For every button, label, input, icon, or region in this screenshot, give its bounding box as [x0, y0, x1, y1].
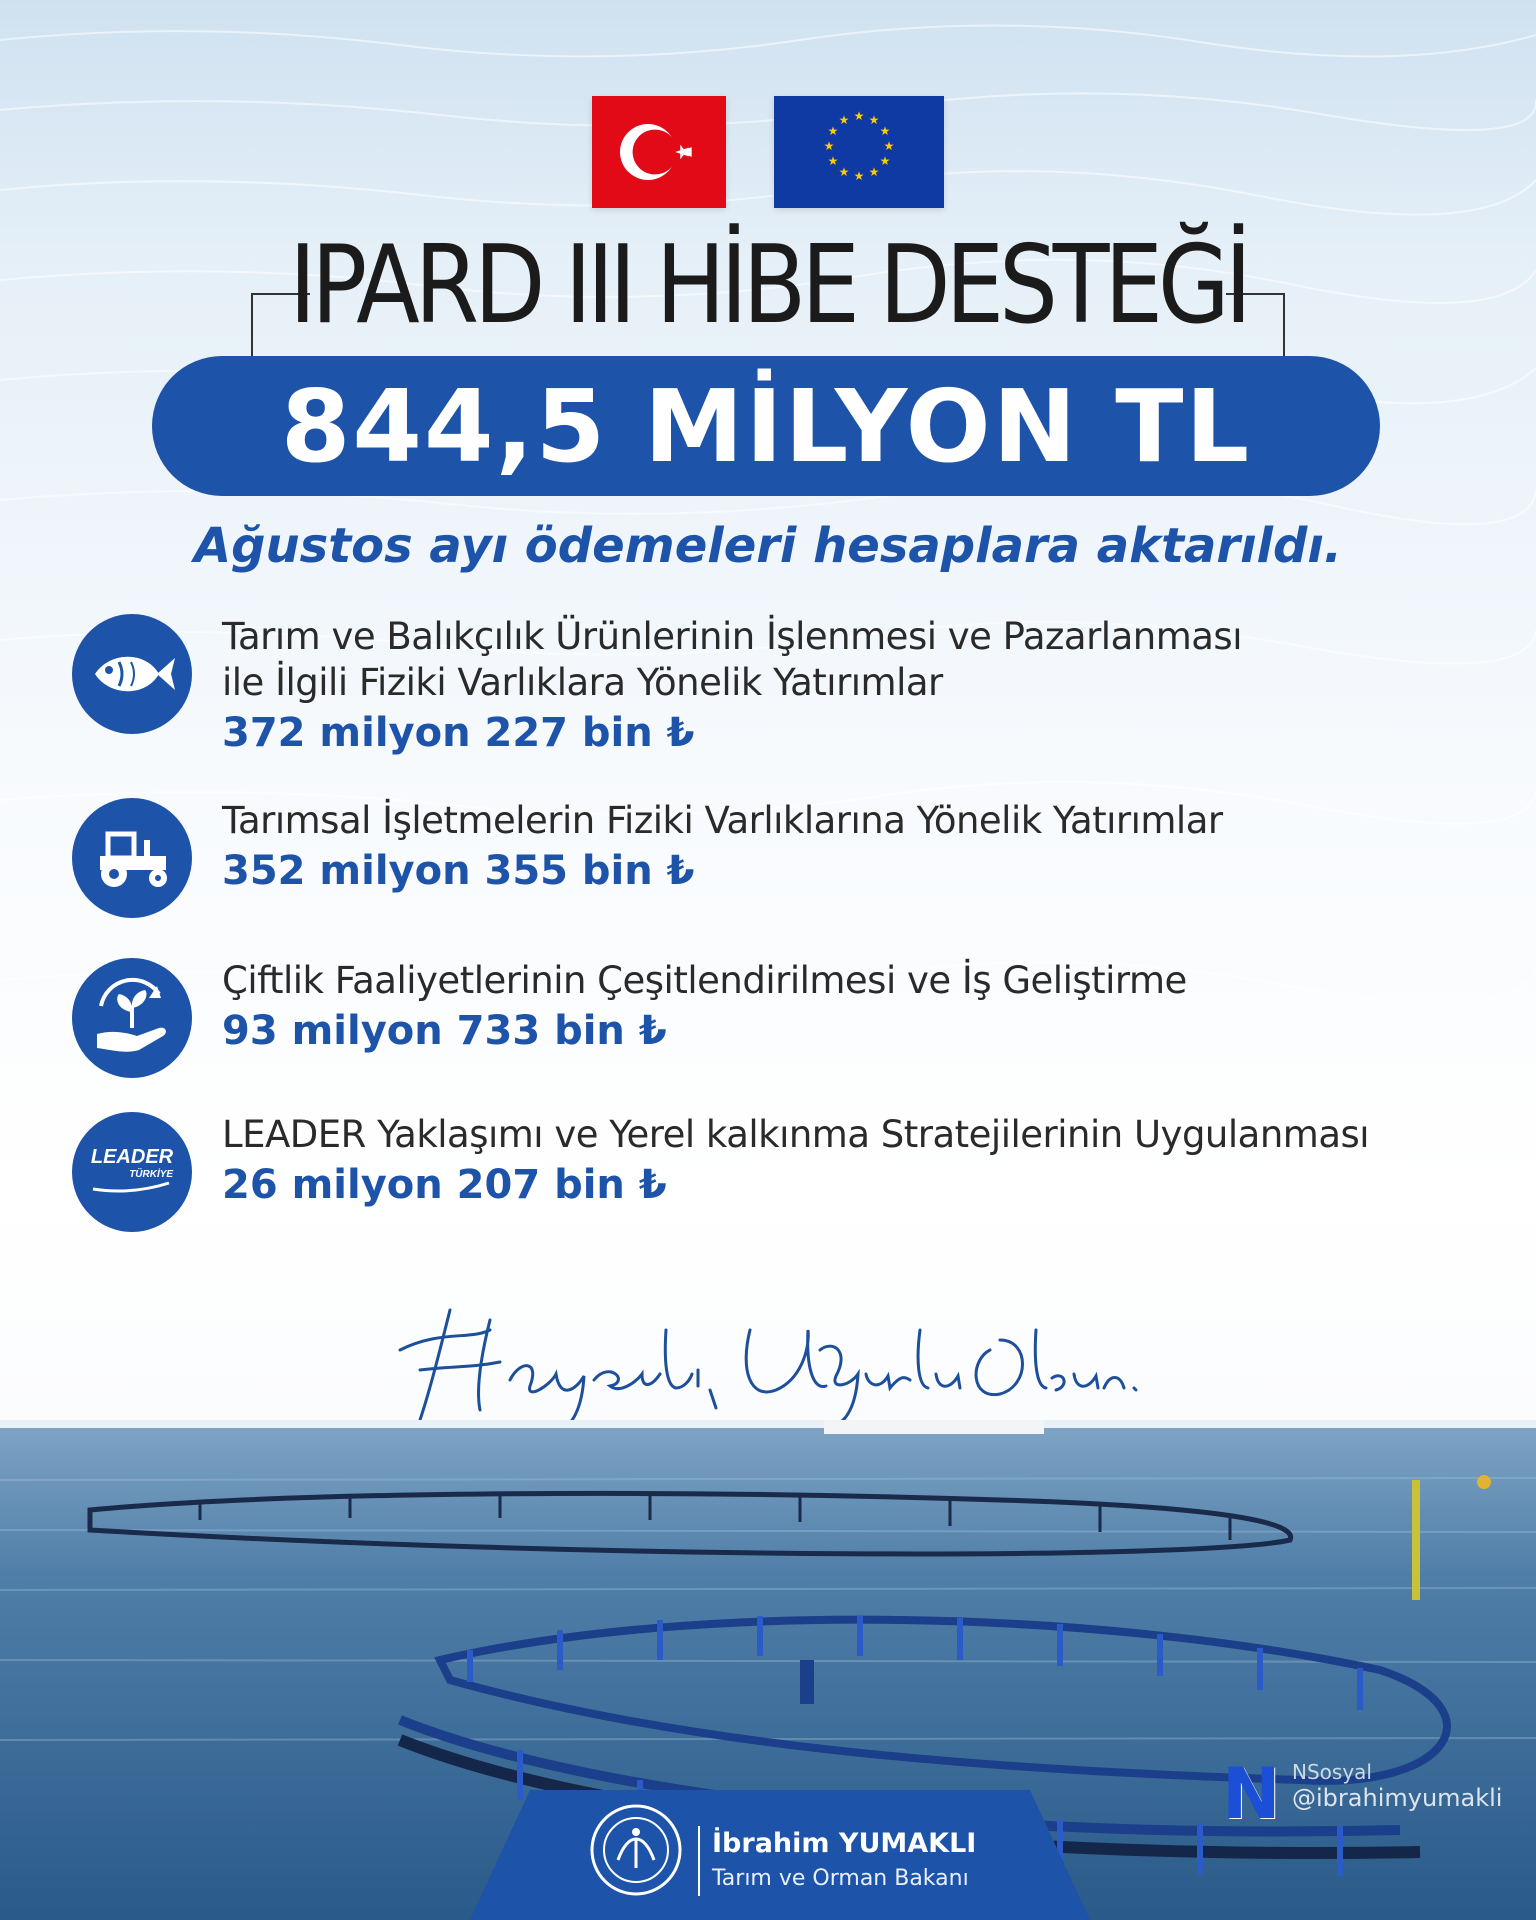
plant-hand-icon — [72, 958, 192, 1078]
minister-title: Tarım ve Orman Bakanı — [712, 1866, 969, 1891]
svg-text:★: ★ — [879, 124, 891, 138]
item-label: Tarımsal İşletmelerin Fiziki Varlıklarına Yönelik Yatırımlar — [222, 799, 1223, 842]
svg-text:★: ★ — [879, 154, 891, 168]
svg-text:★: ★ — [823, 139, 835, 153]
item-label: ile İlgili Fiziki Varlıklara Yönelik Yatırımlar — [222, 661, 943, 704]
leader-logo-subtext: TÜRKİYE — [129, 1168, 174, 1180]
minister-name: İbrahim YUMAKLI — [712, 1828, 977, 1859]
svg-text:★: ★ — [883, 139, 895, 153]
svg-text:★: ★ — [868, 113, 880, 127]
item-label: Çiftlik Faaliyetlerinin Çeşitlendirilmesi ve İş Geliştirme — [222, 959, 1187, 1002]
total-amount: 844,5 MİLYON TL — [280, 367, 1252, 485]
total-amount-pill — [152, 356, 1380, 496]
eu-flag-icon — [774, 96, 944, 208]
leader-logo-text: LEADER — [90, 1145, 174, 1168]
footer-separator — [698, 1826, 700, 1896]
item-value: 372 milyon 227 bin ₺ — [222, 710, 695, 756]
list-item — [72, 958, 1492, 1088]
item-value: 352 milyon 355 bin ₺ — [222, 848, 695, 894]
item-value: 26 milyon 207 bin ₺ — [222, 1162, 667, 1208]
list-item — [72, 1112, 1492, 1242]
svg-text:★: ★ — [853, 169, 865, 183]
fish-icon — [72, 614, 192, 734]
svg-text:★: ★ — [868, 165, 880, 179]
leader-logo — [72, 1112, 192, 1232]
subtitle: Ağustos ayı ödemeleri hesaplara aktarıldı. — [193, 518, 1343, 574]
turkey-flag-icon — [592, 96, 726, 208]
item-label: Tarım ve Balıkçılık Ürünlerinin İşlenmesi ve Pazarlanması — [222, 615, 1242, 658]
svg-text:★: ★ — [838, 165, 850, 179]
ministry-seal-logo — [588, 1802, 684, 1898]
signature — [380, 1290, 1140, 1430]
leader-swoosh-icon — [91, 1181, 171, 1193]
svg-text:★: ★ — [827, 124, 839, 138]
watermark-handle: @ibrahimyumakli — [1292, 1784, 1503, 1812]
item-label: LEADER Yaklaşımı ve Yerel kalkınma Stratejilerinin Uygulanması — [222, 1113, 1370, 1156]
svg-text:★: ★ — [827, 154, 839, 168]
svg-text:★: ★ — [838, 113, 850, 127]
page-title: IPARD III HİBE DESTEĞİ — [289, 223, 1247, 348]
item-value: 93 milyon 733 bin ₺ — [222, 1008, 667, 1054]
watermark-site: NSosyal — [1292, 1760, 1372, 1784]
nsosyal-logo-icon: N — [1222, 1753, 1281, 1835]
svg-text:★: ★ — [853, 109, 865, 123]
tractor-icon — [72, 798, 192, 918]
list-item — [72, 798, 1492, 928]
list-item — [72, 614, 1492, 756]
